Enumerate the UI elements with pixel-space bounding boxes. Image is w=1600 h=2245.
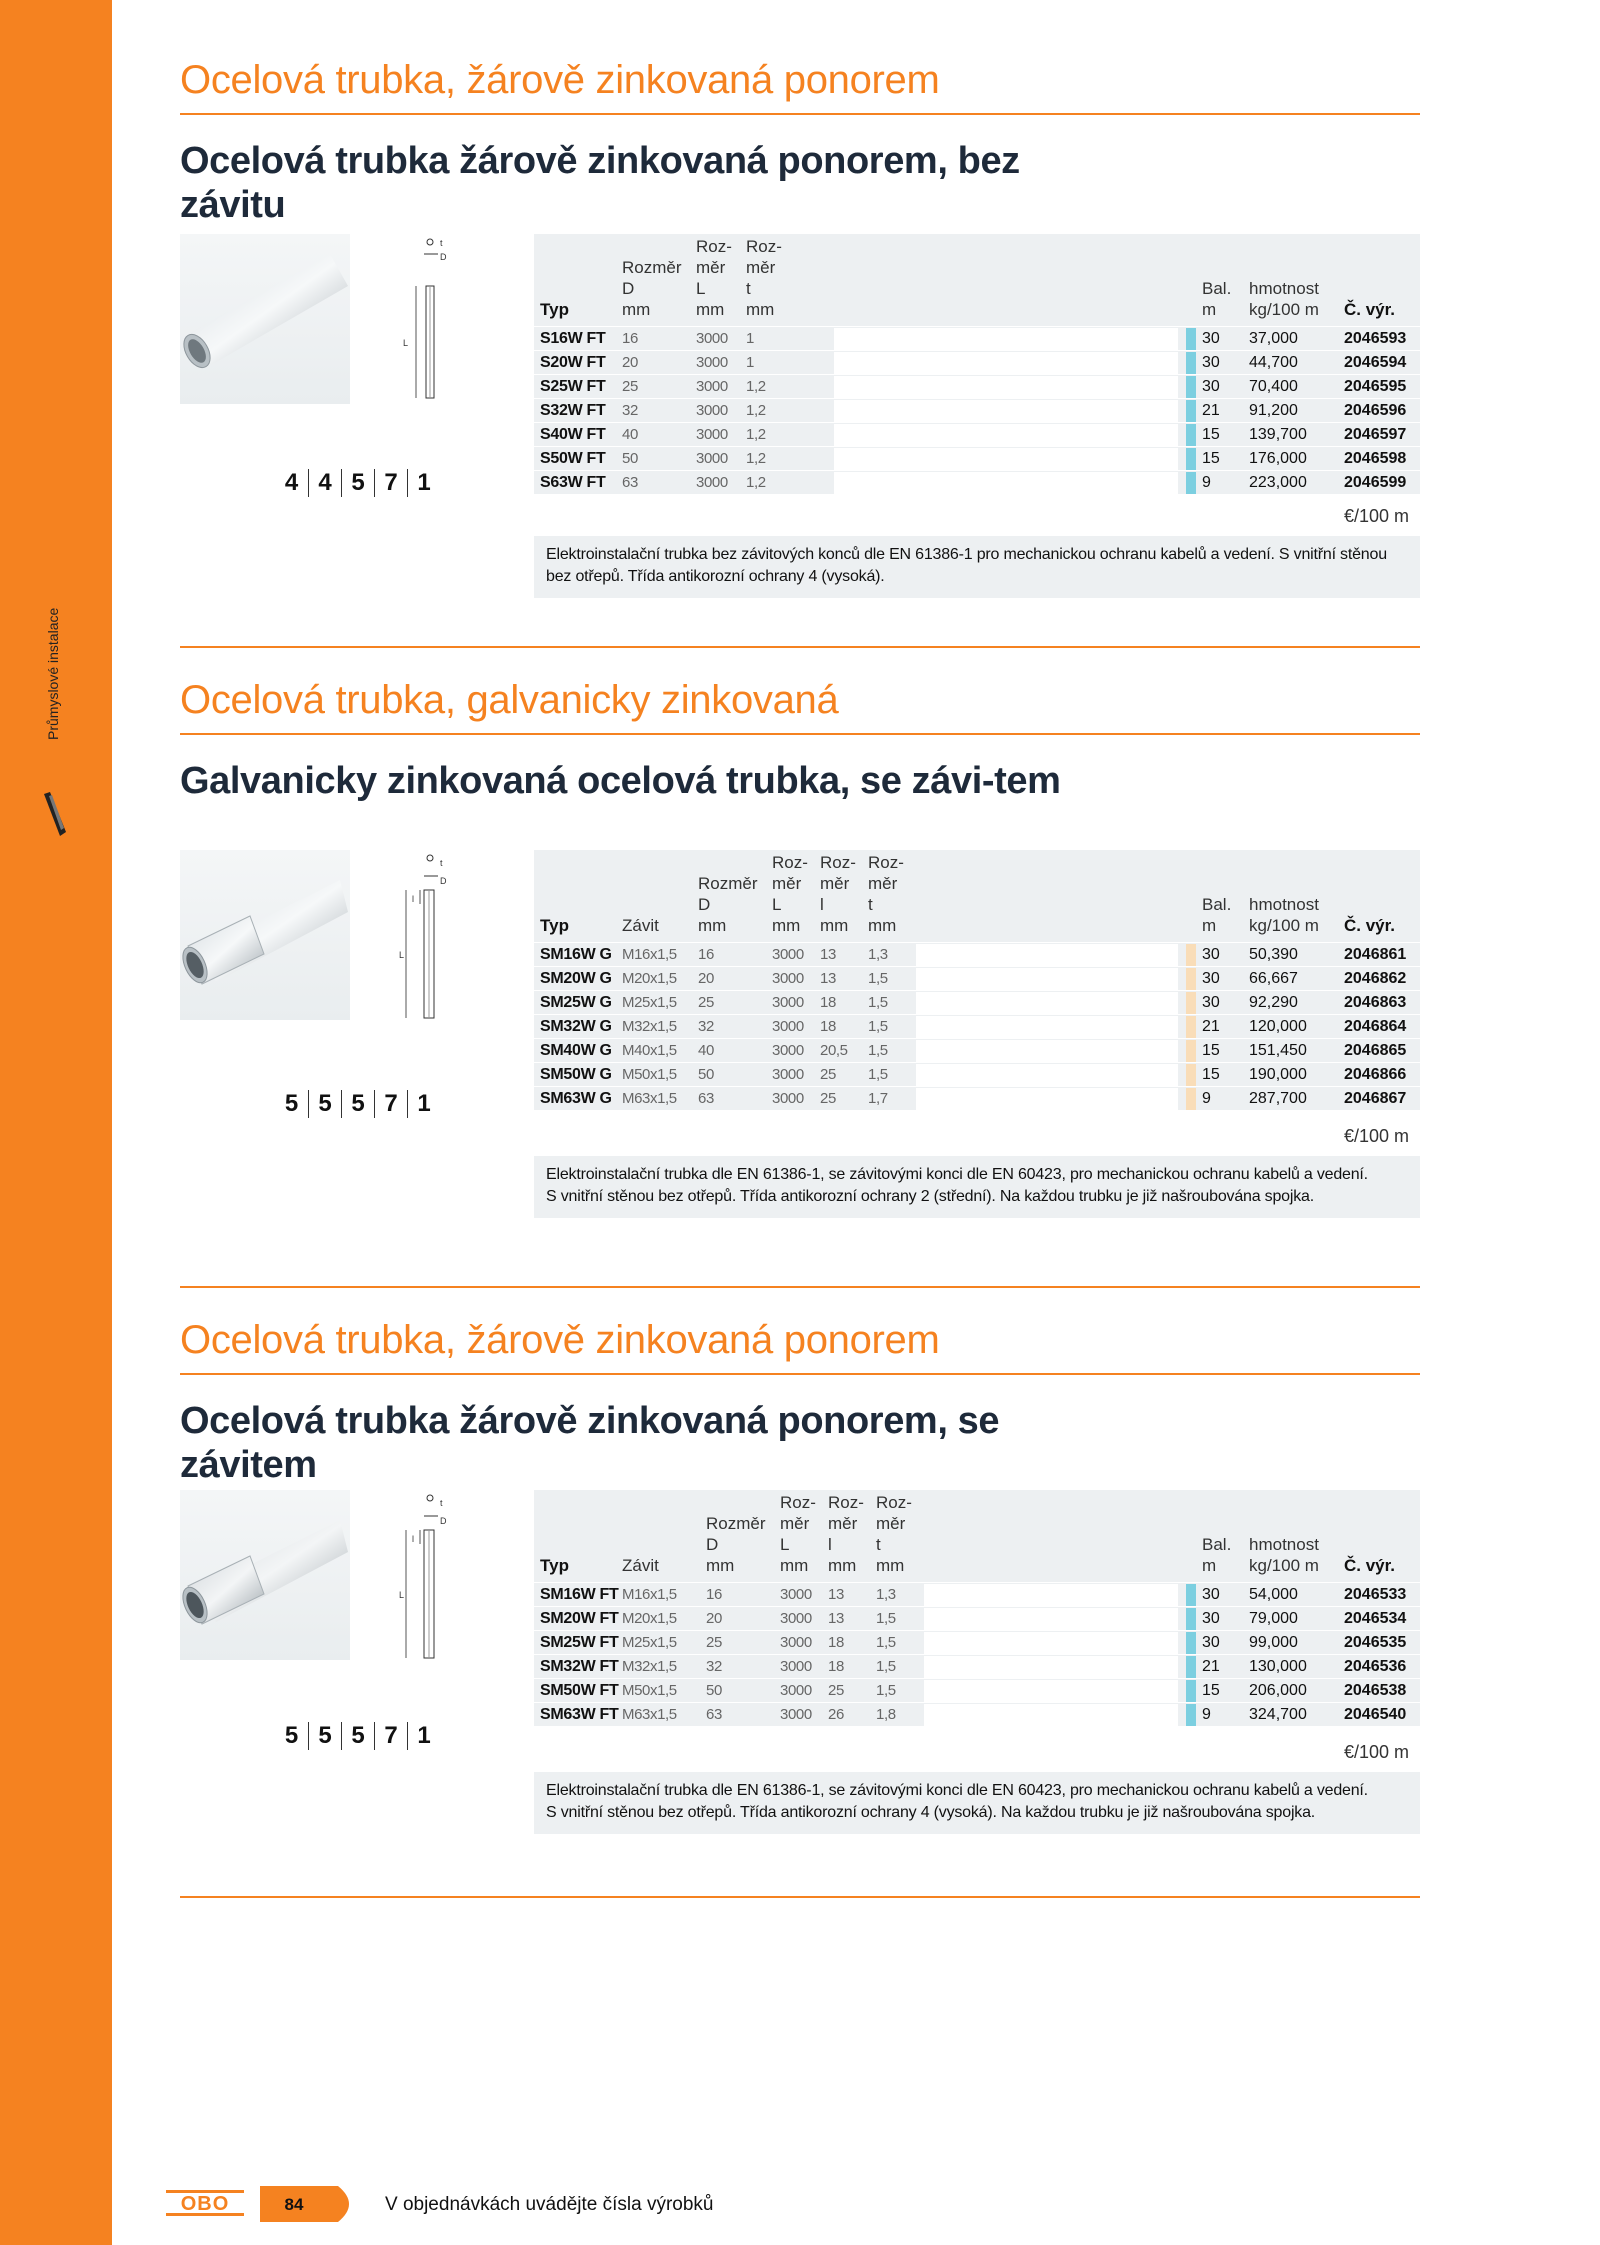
cell-d: 20 [706, 1610, 722, 1627]
cell-d: 16 [622, 330, 638, 347]
cell-bal: 30 [1202, 330, 1220, 347]
table-row [534, 446, 1420, 470]
table-row [534, 374, 1420, 398]
cell-bal: 15 [1202, 1042, 1220, 1059]
cell-t: 1,2 [746, 426, 766, 443]
cell-l: 3000 [780, 1658, 812, 1675]
row-spacer [916, 992, 1178, 1014]
section-title: Ocelová trubka, žárově zinkovaná ponorem [180, 1318, 940, 1362]
svg-text:D: D [440, 252, 447, 262]
cell-bal: 30 [1202, 1586, 1220, 1603]
row-spacer [924, 1656, 1178, 1678]
cell-l: 3000 [780, 1682, 812, 1699]
cell-hm: 324,700 [1249, 1706, 1307, 1723]
table-row [534, 422, 1420, 446]
row-marker [1186, 448, 1196, 470]
cell-typ: SM32W FT [540, 1658, 619, 1675]
cell-typ: S16W FT [540, 330, 606, 347]
cell-z: M25x1,5 [622, 994, 677, 1011]
row-marker [1186, 1016, 1196, 1038]
row-spacer [834, 352, 1178, 374]
cell-typ: S20W FT [540, 354, 606, 371]
cell-d: 25 [706, 1634, 722, 1651]
cell-t: 1,2 [746, 474, 766, 491]
section-rule [180, 733, 1420, 735]
cell-z: M40x1,5 [622, 1042, 677, 1059]
section-hot-dip-unthreaded [180, 58, 1420, 585]
cell-d: 50 [706, 1682, 722, 1699]
cell-t: 1,5 [868, 1042, 888, 1059]
svg-text:L: L [399, 1590, 405, 1600]
cell-hm: 37,000 [1249, 330, 1298, 347]
cell-bal: 30 [1202, 994, 1220, 1011]
table-row [534, 1086, 1420, 1110]
table-row [534, 990, 1420, 1014]
cell-l: 3000 [780, 1610, 812, 1627]
cell-d: 25 [698, 994, 714, 1011]
cell-d: 20 [698, 970, 714, 987]
cell-l: 3000 [696, 426, 728, 443]
cell-cv: 2046533 [1344, 1586, 1407, 1603]
row-spacer [916, 1064, 1178, 1086]
section-galvanized-threaded [180, 678, 1420, 1205]
cell-typ: SM50W G [540, 1066, 612, 1083]
svg-text:D: D [440, 1516, 447, 1526]
cell-t: 1,2 [746, 402, 766, 419]
section-end-rule [180, 1896, 1420, 1898]
cell-cv: 2046540 [1344, 1706, 1407, 1723]
cell-hm: 92,290 [1249, 994, 1298, 1011]
cell-typ: SM20W FT [540, 1610, 619, 1627]
order-digits: 5 5 5 7 1 [275, 1090, 440, 1118]
row-marker [1186, 944, 1196, 966]
cell-t: 1 [746, 354, 754, 371]
table-header: Typ Závit Rozměr D mm Roz- měr L mm Roz- měr l mm Roz- měr t mm Bal. m hmotnost kg/100 m Č. výr. [540, 1493, 1396, 1575]
cell-typ: S50W FT [540, 450, 606, 467]
product-table [534, 234, 1420, 494]
cell-cv: 2046599 [1344, 474, 1407, 491]
cell-z: M20x1,5 [622, 970, 677, 987]
table-row [534, 470, 1420, 494]
cell-cv: 2046597 [1344, 426, 1407, 443]
cell-t: 1,2 [746, 450, 766, 467]
cell-hm: 54,000 [1249, 1586, 1298, 1603]
cell-bal: 15 [1202, 1066, 1220, 1083]
cell-bal: 9 [1202, 474, 1211, 491]
cell-hm: 120,000 [1249, 1018, 1307, 1035]
cell-bal: 9 [1202, 1706, 1211, 1723]
cell-d: 32 [622, 402, 638, 419]
cell-hm: 50,390 [1249, 946, 1298, 963]
cell-z: M16x1,5 [622, 946, 677, 963]
dimension-drawing [400, 234, 460, 404]
cell-l2: 26 [828, 1706, 844, 1723]
row-spacer [924, 1584, 1178, 1606]
cell-hm: 287,700 [1249, 1090, 1307, 1107]
footer-note: V objednávkách uvádějte čísla výrobků [385, 2194, 714, 2215]
product-description: Elektroinstalační trubka dle EN 61386-1, se závitovými konci dle EN 60423, pro mechanickou ochranu kabelů a vedení. S vnitřní stěnou bez otřepů. Třída antikorozní ochrany 2 (střední). Na každou trubku je již našroubována spojka. [534, 1156, 1420, 1218]
cell-cv: 2046598 [1344, 450, 1407, 467]
cell-hm: 151,450 [1249, 1042, 1307, 1059]
cell-d: 40 [622, 426, 638, 443]
table-row [534, 1654, 1420, 1678]
cell-l: 3000 [780, 1586, 812, 1603]
cell-bal: 30 [1202, 354, 1220, 371]
cell-l: 3000 [772, 994, 804, 1011]
table-row [534, 1702, 1420, 1726]
cell-hm: 223,000 [1249, 474, 1307, 491]
cell-typ: SM63W G [540, 1090, 612, 1107]
cell-typ: S25W FT [540, 378, 606, 395]
order-digits: 4 4 5 7 1 [275, 469, 440, 497]
section-end-rule [180, 646, 1420, 648]
product-table [534, 850, 1420, 1110]
table-row [534, 966, 1420, 990]
cell-bal: 15 [1202, 426, 1220, 443]
row-spacer [834, 328, 1178, 350]
table-body [534, 1582, 1420, 1726]
cell-l2: 25 [820, 1066, 836, 1083]
cell-z: M63x1,5 [622, 1090, 677, 1107]
row-marker [1186, 352, 1196, 374]
cell-t: 1,5 [876, 1610, 896, 1627]
cell-l2: 18 [820, 1018, 836, 1035]
price-unit: €/100 m [1344, 1742, 1410, 1762]
section-title: Ocelová trubka, žárově zinkovaná ponorem [180, 58, 940, 102]
price-unit: €/100 m [1344, 506, 1410, 526]
product-photo [180, 1490, 350, 1660]
cell-cv: 2046594 [1344, 354, 1407, 371]
row-marker [1186, 1040, 1196, 1062]
cell-hm: 99,000 [1249, 1634, 1298, 1651]
cell-t: 1,5 [876, 1682, 896, 1699]
cell-cv: 2046538 [1344, 1682, 1407, 1699]
product-photo [180, 850, 350, 1020]
cell-d: 63 [706, 1706, 722, 1723]
obo-logo [166, 2190, 244, 2216]
cell-d: 16 [706, 1586, 722, 1603]
svg-text:L: L [399, 950, 405, 960]
cell-t: 1 [746, 330, 754, 347]
cell-l2: 13 [828, 1586, 844, 1603]
section-rule [180, 1373, 1420, 1375]
cell-bal: 9 [1202, 1090, 1211, 1107]
cell-typ: SM40W G [540, 1042, 612, 1059]
cell-hm: 139,700 [1249, 426, 1307, 443]
cell-l: 3000 [780, 1634, 812, 1651]
cell-typ: S63W FT [540, 474, 606, 491]
product-description: Elektroinstalační trubka bez závitových konců dle EN 61386-1 pro mechanickou ochranu kabelů a vedení. S vnitřní stěnou bez otřepů. Třída antikorozní ochrany 4 (vysoká). [534, 536, 1420, 598]
row-spacer [834, 448, 1178, 470]
row-spacer [834, 472, 1178, 494]
cell-d: 50 [622, 450, 638, 467]
page-number-badge [260, 2186, 360, 2222]
cell-cv: 2046536 [1344, 1658, 1407, 1675]
cell-typ: SM16W FT [540, 1586, 619, 1603]
cell-l2: 25 [828, 1682, 844, 1699]
cell-typ: SM32W G [540, 1018, 612, 1035]
cell-l2: 18 [828, 1658, 844, 1675]
table-row [534, 1038, 1420, 1062]
cell-typ: SM25W G [540, 994, 612, 1011]
table-row [534, 942, 1420, 966]
cell-cv: 2046593 [1344, 330, 1407, 347]
cell-d: 32 [698, 1018, 714, 1035]
cell-typ: SM50W FT [540, 1682, 619, 1699]
cell-z: M50x1,5 [622, 1682, 677, 1699]
cell-t: 1,5 [868, 970, 888, 987]
cell-typ: S40W FT [540, 426, 606, 443]
cell-l: 3000 [696, 354, 728, 371]
row-spacer [924, 1680, 1178, 1702]
cell-cv: 2046866 [1344, 1066, 1407, 1083]
cell-t: 1,2 [746, 378, 766, 395]
cell-l: 3000 [772, 1018, 804, 1035]
cell-cv: 2046864 [1344, 1018, 1407, 1035]
pipe-icon [40, 790, 68, 838]
row-marker [1186, 1584, 1196, 1606]
svg-text:t: t [440, 238, 443, 248]
cell-bal: 30 [1202, 946, 1220, 963]
row-marker [1186, 376, 1196, 398]
cell-d: 25 [622, 378, 638, 395]
cell-typ: SM16W G [540, 946, 612, 963]
cell-l: 3000 [696, 378, 728, 395]
cell-d: 20 [622, 354, 638, 371]
cell-d: 16 [698, 946, 714, 963]
row-marker [1186, 472, 1196, 494]
cell-bal: 30 [1202, 970, 1220, 987]
cell-hm: 44,700 [1249, 354, 1298, 371]
row-marker [1186, 1632, 1196, 1654]
row-marker [1186, 1704, 1196, 1726]
cell-t: 1,3 [876, 1586, 896, 1603]
row-marker [1186, 968, 1196, 990]
cell-z: M20x1,5 [622, 1610, 677, 1627]
cell-l: 3000 [772, 970, 804, 987]
side-label: Průmyslové instalace [45, 607, 61, 740]
table-row [534, 1582, 1420, 1606]
cell-t: 1,3 [868, 946, 888, 963]
cell-t: 1,5 [868, 1018, 888, 1035]
cell-cv: 2046595 [1344, 378, 1407, 395]
table-body [534, 942, 1420, 1110]
table-header: Typ Rozměr D mm Roz- měr L mm Roz- měr t mm Bal. m hmotnost kg/100 m Č. výr. [540, 237, 1396, 319]
row-marker [1186, 328, 1196, 350]
cell-bal: 21 [1202, 1018, 1220, 1035]
cell-cv: 2046535 [1344, 1634, 1407, 1651]
svg-text:84: 84 [284, 2195, 304, 2214]
table-row [534, 398, 1420, 422]
product-title: Ocelová trubka žárově zinkovaná ponorem, se závitem [180, 1400, 1000, 1486]
row-marker [1186, 1088, 1196, 1110]
table-row [534, 1062, 1420, 1086]
product-photo [180, 234, 350, 404]
table-row [534, 326, 1420, 350]
cell-hm: 79,000 [1249, 1610, 1298, 1627]
row-marker [1186, 1608, 1196, 1630]
cell-hm: 66,667 [1249, 970, 1298, 987]
svg-text:l: l [412, 1534, 414, 1544]
svg-text:t: t [440, 858, 443, 868]
svg-text:l: l [412, 894, 414, 904]
cell-l: 3000 [780, 1706, 812, 1723]
cell-typ: SM25W FT [540, 1634, 619, 1651]
cell-hm: 70,400 [1249, 378, 1298, 395]
cell-hm: 176,000 [1249, 450, 1307, 467]
cell-l: 3000 [696, 402, 728, 419]
cell-l: 3000 [772, 1090, 804, 1107]
row-spacer [924, 1704, 1178, 1726]
cell-d: 63 [698, 1090, 714, 1107]
row-marker [1186, 1680, 1196, 1702]
side-strip [0, 0, 112, 2245]
table-header: Typ Závit Rozměr D mm Roz- měr L mm Roz- měr l mm Roz- měr t mm Bal. m hmotnost kg/100 m Č. výr. [540, 853, 1396, 935]
row-marker [1186, 1656, 1196, 1678]
cell-d: 63 [622, 474, 638, 491]
cell-z: M63x1,5 [622, 1706, 677, 1723]
section-hot-dip-threaded [180, 1318, 1420, 1821]
table-row [534, 350, 1420, 374]
row-marker [1186, 424, 1196, 446]
cell-l: 3000 [696, 450, 728, 467]
svg-text:D: D [440, 876, 447, 886]
price-unit: €/100 m [1344, 1126, 1410, 1146]
cell-hm: 130,000 [1249, 1658, 1307, 1675]
cell-d: 32 [706, 1658, 722, 1675]
svg-text:L: L [403, 338, 409, 348]
svg-text:t: t [440, 1498, 443, 1508]
cell-cv: 2046862 [1344, 970, 1407, 987]
cell-typ: S32W FT [540, 402, 606, 419]
row-spacer [924, 1608, 1178, 1630]
order-digits: 5 5 5 7 1 [275, 1722, 440, 1750]
cell-l2: 18 [820, 994, 836, 1011]
cell-z: M16x1,5 [622, 1586, 677, 1603]
cell-l2: 18 [828, 1634, 844, 1651]
table-row [534, 1606, 1420, 1630]
cell-l2: 20,5 [820, 1042, 848, 1059]
cell-bal: 21 [1202, 1658, 1220, 1675]
product-title: Ocelová trubka žárově zinkovaná ponorem, bez závitu [180, 140, 1020, 226]
cell-t: 1,7 [868, 1090, 888, 1107]
cell-d: 50 [698, 1066, 714, 1083]
dimension-drawing [400, 850, 460, 1020]
row-spacer [834, 376, 1178, 398]
cell-l: 3000 [696, 330, 728, 347]
cell-l2: 13 [820, 970, 836, 987]
cell-typ: SM63W FT [540, 1706, 619, 1723]
cell-t: 1,5 [868, 1066, 888, 1083]
cell-t: 1,5 [876, 1634, 896, 1651]
section-end-rule [180, 1286, 1420, 1288]
cell-cv: 2046596 [1344, 402, 1407, 419]
row-marker [1186, 992, 1196, 1014]
row-spacer [916, 1040, 1178, 1062]
cell-bal: 15 [1202, 450, 1220, 467]
cell-l: 3000 [772, 1042, 804, 1059]
cell-bal: 30 [1202, 1634, 1220, 1651]
cell-cv: 2046863 [1344, 994, 1407, 1011]
cell-z: M32x1,5 [622, 1658, 677, 1675]
row-marker [1186, 1064, 1196, 1086]
cell-hm: 206,000 [1249, 1682, 1307, 1699]
cell-typ: SM20W G [540, 970, 612, 987]
section-rule [180, 113, 1420, 115]
cell-bal: 15 [1202, 1682, 1220, 1699]
cell-bal: 30 [1202, 1610, 1220, 1627]
product-title: Galvanicky zinkovaná ocelová trubka, se závi-tem [180, 760, 1061, 802]
row-spacer [916, 1016, 1178, 1038]
row-spacer [834, 400, 1178, 422]
row-spacer [916, 968, 1178, 990]
cell-t: 1,8 [876, 1706, 896, 1723]
cell-z: M32x1,5 [622, 1018, 677, 1035]
cell-l: 3000 [772, 1066, 804, 1083]
cell-hm: 190,000 [1249, 1066, 1307, 1083]
row-spacer [916, 1088, 1178, 1110]
cell-l: 3000 [696, 474, 728, 491]
cell-cv: 2046534 [1344, 1610, 1407, 1627]
cell-l2: 13 [820, 946, 836, 963]
section-title: Ocelová trubka, galvanicky zinkovaná [180, 678, 839, 722]
cell-cv: 2046867 [1344, 1090, 1407, 1107]
cell-z: M50x1,5 [622, 1066, 677, 1083]
row-spacer [834, 424, 1178, 446]
cell-cv: 2046865 [1344, 1042, 1407, 1059]
product-table [534, 1490, 1420, 1726]
product-description: Elektroinstalační trubka dle EN 61386-1, se závitovými konci dle EN 60423, pro mechanickou ochranu kabelů a vedení. S vnitřní stěnou bez otřepů. Třída antikorozní ochrany 4 (vysoká). Na každou trubku je již našroubována spojka. [534, 1772, 1420, 1834]
table-row [534, 1678, 1420, 1702]
cell-l2: 13 [828, 1610, 844, 1627]
table-row [534, 1014, 1420, 1038]
cell-bal: 30 [1202, 378, 1220, 395]
cell-l2: 25 [820, 1090, 836, 1107]
row-marker [1186, 400, 1196, 422]
row-spacer [916, 944, 1178, 966]
table-row [534, 1630, 1420, 1654]
row-spacer [924, 1632, 1178, 1654]
cell-l: 3000 [772, 946, 804, 963]
cell-d: 40 [698, 1042, 714, 1059]
cell-t: 1,5 [868, 994, 888, 1011]
cell-cv: 2046861 [1344, 946, 1407, 963]
cell-hm: 91,200 [1249, 402, 1298, 419]
cell-z: M25x1,5 [622, 1634, 677, 1651]
table-body [534, 326, 1420, 494]
cell-bal: 21 [1202, 402, 1220, 419]
svg-text:OBO: OBO [180, 2193, 230, 2215]
cell-t: 1,5 [876, 1658, 896, 1675]
dimension-drawing [400, 1490, 460, 1660]
